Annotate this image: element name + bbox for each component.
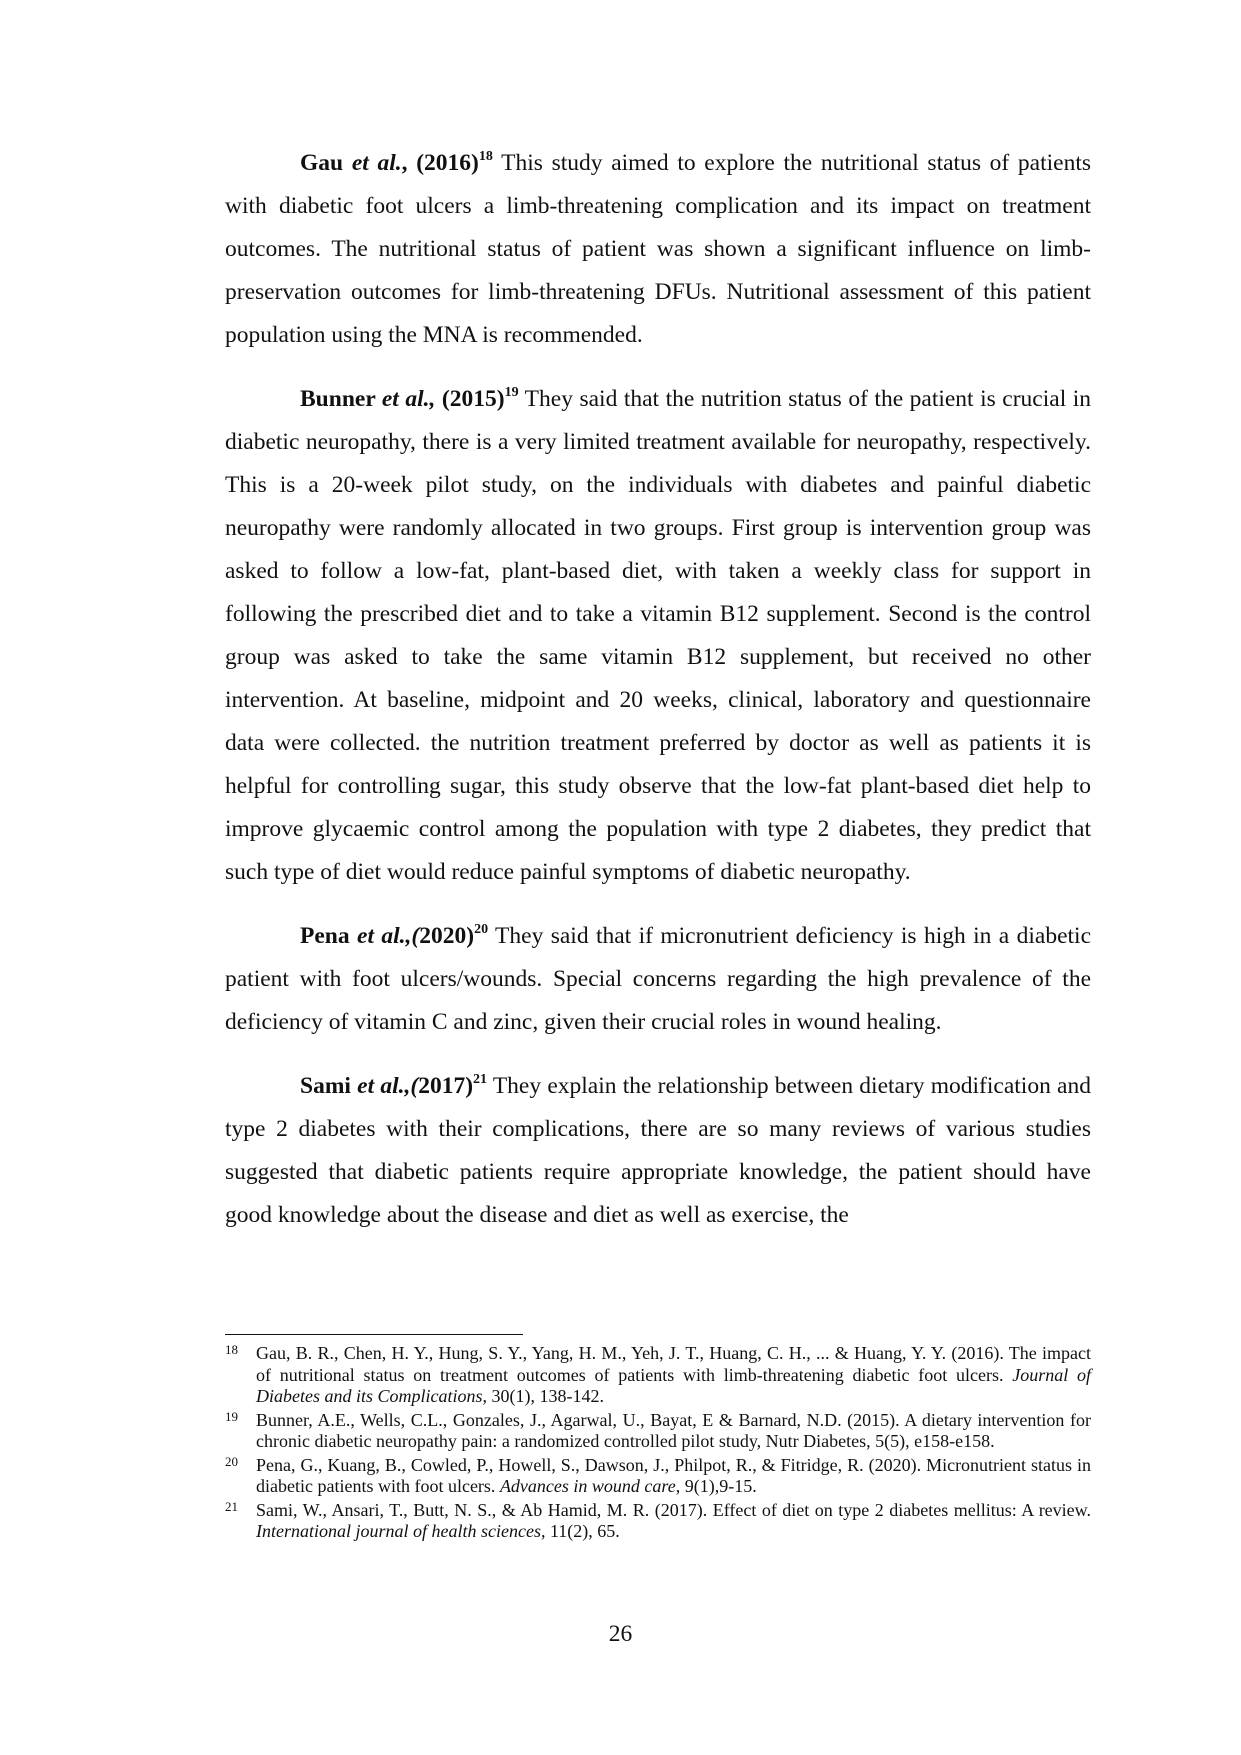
reference-marker: 19 <box>504 385 519 400</box>
journal-title: International journal of health sciences <box>256 1521 541 1541</box>
paragraph-sami <box>225 1065 1091 1237</box>
footnote-number: 18 <box>225 1342 238 1357</box>
paragraph-text: They said that if micronutrient deficiency is high in a diabetic patient with foot ulcers/wounds. Special concerns regarding the high prevalence of the deficiency of vitamin C and zinc, given their crucial roles in wound healing. <box>225 923 1091 1035</box>
footnote-number: 19 <box>225 1408 238 1424</box>
reference-marker: 21 <box>473 1072 488 1087</box>
footnote-number: 20 <box>225 1453 238 1469</box>
citation-author: Gau et al., $(2016)^{18}$ <box>300 149 493 176</box>
footnote-18: 18 Gau, B. R., Chen, H. Y., Hung, S. Y., Yang, H. M., Yeh, J. T., Huang, C. H., ... & Huang, Y. Y. (2016). The impact of nutritional status on treatment outcomes of patients with limb-threatening diabetic foot ulcers. Journal of Diabetes and its Complications, 30(1), 138-142. <box>225 1343 1091 1408</box>
journal-title: Advances in wound care <box>499 1476 676 1496</box>
body-text <box>225 142 1091 1258</box>
journal-title: Journal of Diabetes and its Complications <box>256 1364 1091 1406</box>
paragraph-text: This study aimed to explore the nutritional status of patients with diabetic foot ulcers a limb-threatening complication and its impact on treatment outcomes. The nutritional status of patient was shown a significant influence on limb-preservation outcomes for limb-threatening DFUs. Nutritional assessment of this patient population using the MNA is recommended. <box>225 150 1092 348</box>
citation-author: Sami et $al.,(2017)^{21}$ <box>300 1072 488 1099</box>
reference-marker: 18 <box>478 149 493 164</box>
footnote-19: 19 Bunner, A.E., Wells, C.L., Gonzales, J., Agarwal, U., Bayat, E & Barnard, N.D. (2015). A dietary intervention for chronic diabetic neuropathy pain: a randomized controlled pilot study, Nutr Diabetes, 5(5), e158-e158. <box>225 1410 1091 1453</box>
footnote-21: 21 Sami, W., Ansari, T., Butt, N. S., & Ab Hamid, M. R. (2017). Effect of diet on type 2 diabetes mellitus: A review. International journal of health sciences, 11(2), 65. <box>225 1500 1091 1543</box>
citation-author: Pena et $al.,(2020)^{20}$ <box>300 922 489 949</box>
paragraph-text: They explain the relationship between dietary modification and type 2 diabetes with their complications, there are so many reviews of various studies suggested that diabetic patients require appropriate knowledge, the patient should have good knowledge about the disease and diet as well as exercise, the <box>225 1073 1091 1228</box>
paragraph-gau <box>225 142 1091 357</box>
footnote-separator <box>225 1334 523 1335</box>
reference-marker: 20 <box>474 922 489 937</box>
paragraph-bunner <box>225 378 1091 894</box>
paragraph-pena <box>225 915 1091 1044</box>
footnotes <box>225 1343 1091 1545</box>
page-number: 26 <box>608 1621 633 1647</box>
paragraph-text: They said that the nutrition status of the patient is crucial in diabetic neuropathy, there is a very limited treatment available for neuropathy, respectively. This is a 20-week pilot study, on the individuals with diabetes and painful diabetic neuropathy were randomly allocated in two groups. First group is intervention group was asked to follow a low-fat, plant-based diet, with taken a weekly class for support in following the prescribed diet and to take a vitamin B12 supplement. Second is the control group was asked to take the same vitamin B12 supplement, but received no other intervention. At baseline, midpoint and 20 weeks, clinical, laboratory and questionnaire data were collected. the nutrition treatment preferred by doctor as well as patients it is helpful for controlling sugar, this study observe that the low-fat plant-based diet help to improve glycaemic control among the population with type 2 diabetes, they predict that such type of diet would reduce painful symptoms of diabetic neuropathy. <box>225 386 1092 885</box>
footnote-number: 21 <box>225 1498 238 1514</box>
citation-author: Bunner et al., $(2015)^{19}$ <box>300 385 519 412</box>
footnote-20: 20 Pena, G., Kuang, B., Cowled, P., Howell, S., Dawson, J., Philpot, R., & Fitridge, R. (2020). Micronutrient status in diabetic patients with foot ulcers. Advances in wound care, 9(1),9-15. <box>225 1455 1091 1498</box>
